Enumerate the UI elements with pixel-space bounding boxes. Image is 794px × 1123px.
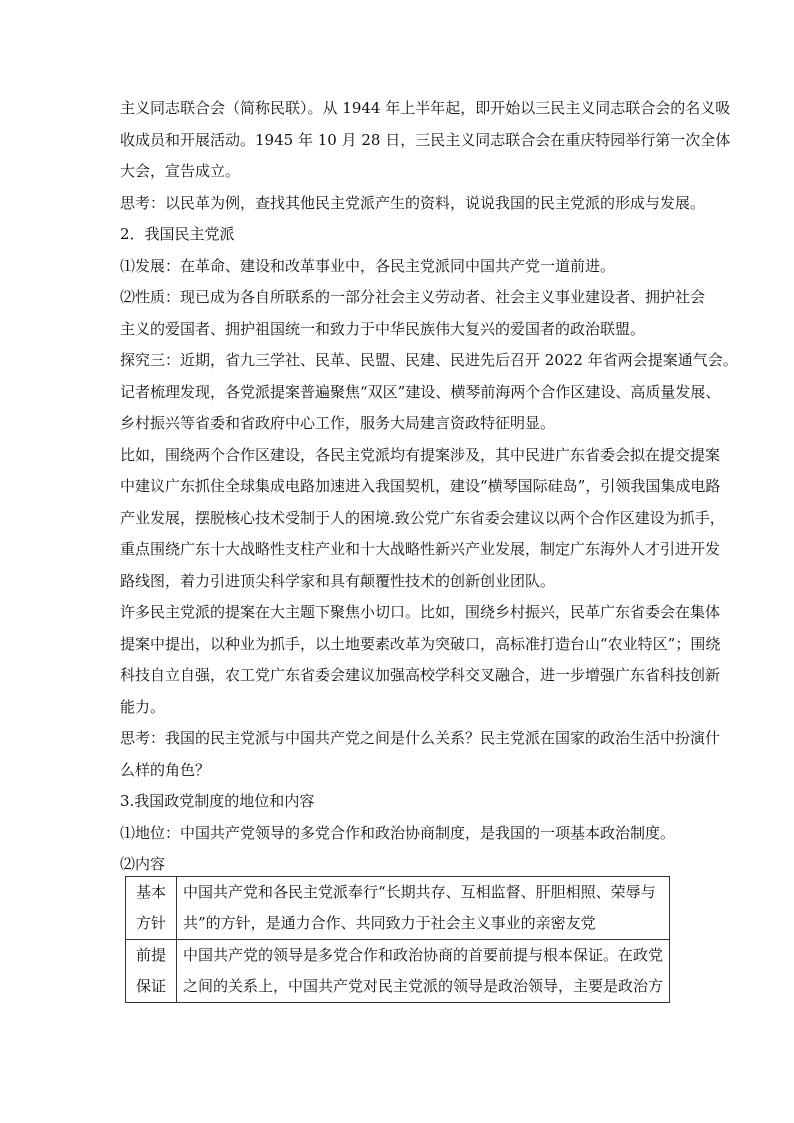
text-line: 许多民主党派的提案在大主题下聚焦小切口。比如，围绕乡村振兴，民革广东省委会在集体 [120, 603, 721, 621]
section-heading: 2．我国民主党派 [120, 225, 235, 243]
table-cell: 中国共产党的领导是多党合作和政治协商的首要前提与根本保证。在政党 之间的关系上，中国共产党对民主党派的领导是政治领导，主要是政治方 [176, 940, 669, 1003]
text-line: 产业发展，摆脱核心技术受制于人的困境.致公党广东省委会建议以两个合作区建设为抓手， [120, 508, 725, 527]
text-line: 记者梳理发现，各党派提案普遍聚焦“双区”建设、横琴前海两个合作区建设、高质量发展、 [120, 382, 721, 401]
text-line: 主义的爱国者、拥护祖国统一和致力于中华民族伟大复兴的爱国者的政治联盟。 [120, 319, 646, 338]
text-line: ⑵内容 [120, 855, 166, 873]
text-line: 大会，宣告成立。 [120, 162, 241, 180]
section-heading: 3.我国政党制度的地位和内容 [120, 792, 315, 810]
text-line: 探究三：近期，省九三学社、民革、民盟、民建、民进先后召开 2022 年省两会提案通气会。 [120, 351, 738, 369]
text-line: 思考：我国的民主党派与中国共产党之间是什么关系？民主党派在国家的政治生活中扮演什 [120, 729, 721, 747]
text-line: 么样的角色？ [120, 760, 211, 779]
text-line: 主义同志联合会（简称民联）。从 1944 年上半年起，即开始以三民主义同志联合会的名义吸 [120, 99, 731, 117]
table-row [126, 940, 670, 1003]
table-row [126, 877, 670, 940]
table-cell: 中国共产党和各民主党派奉行“长期共存、互相监督、肝胆相照、荣辱与 共”的方针，是通力合作、共同致力于社会主义事业的亲密友党 [176, 877, 669, 940]
party-system-table [125, 876, 670, 1003]
text-line: 思考：以民革为例，查找其他民主党派产生的资料，说说我国的民主党派的形成与发展。 [120, 193, 706, 212]
text-line: 收成员和开展活动。1945 年 10 月 28 日，三民主义同志联合会在重庆特园举行第一次全体 [120, 130, 731, 149]
table-row-header: 基本 方针 [126, 877, 177, 940]
text-line: 乡村振兴等省委和省政府中心工作，服务大局建言资政特征明显。 [120, 414, 556, 432]
text-line: ⑴地位：中国共产党领导的多党合作和政治协商制度，是我国的一项基本政治制度。 [120, 823, 676, 842]
text-line: ⑵性质：现已成为各自所联系的一部分社会主义劳动者、社会主义事业建设者、拥护社会 [120, 288, 706, 306]
text-line: 重点围绕广东十大战略性支柱产业和十大战略性新兴产业发展，制定广东海外人才引进开发 [120, 540, 721, 558]
text-line: 比如，围绕两个合作区建设，各民主党派均有提案涉及，其中民进广东省委会拟在提交提案 [120, 445, 721, 464]
text-line: 科技自立自强，农工党广东省委会建议加强高校学科交叉融合，进一步增强广东省科技创新 [120, 666, 721, 684]
text-line: 能力。 [120, 697, 166, 716]
text-line: ⑴发展：在革命、建设和改革事业中，各民主党派同中国共产党一道前进。 [120, 256, 616, 275]
text-line: 中建议广东抓住全球集成电路加速进入我国契机，建设“横琴国际硅岛”，引领我国集成电路 [120, 477, 721, 495]
text-line: 提案中提出，以种业为抓手，以土地要素改革为突破口，高标准打造台山“农业特区”；围绕 [120, 634, 721, 653]
document-body [120, 93, 738, 881]
text-line: 路线图，着力引进顶尖科学家和具有颠覆性技术的创新创业团队。 [120, 571, 556, 590]
table-row-header: 前提 保证 [126, 940, 177, 1003]
